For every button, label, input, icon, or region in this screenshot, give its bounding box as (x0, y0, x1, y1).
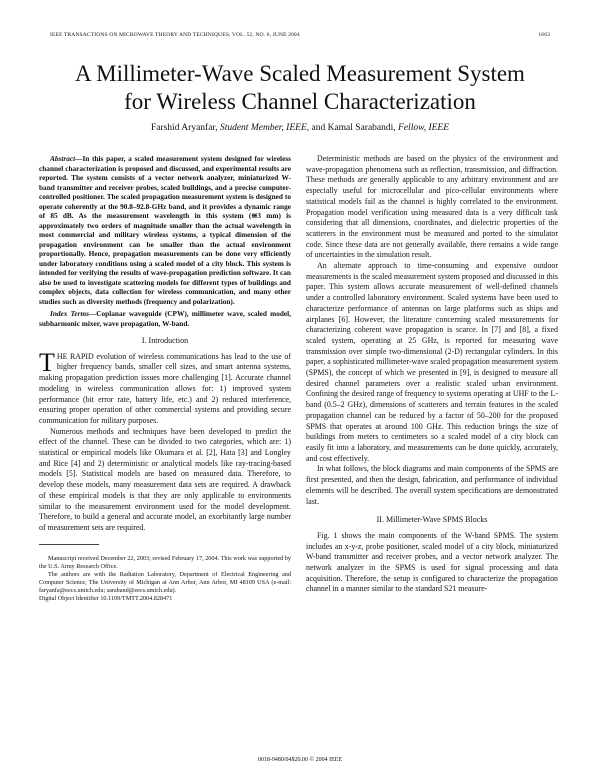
title-line-2: for Wireless Channel Characterization (124, 89, 476, 114)
footnote-rule (39, 544, 99, 545)
title-line-1: A Millimeter-Wave Scaled Measurement System (75, 61, 525, 86)
index-terms-text: Coplanar waveguide (CPW), millimeter wave, scaled model, subharmonic mixer, wave propagation, W-band. (39, 309, 291, 328)
right-paragraph-2: An alternate approach to time-consuming and expensive outdoor measurements is the scaled measurement system proposed and discussed in this paper. This system allows accurate measurement of well-defined channels under a controlled laboratory environment. Scaled systems have been used to characterize performance of antennas on large platforms such as ships and airplanes [6]. However, the literature concerning scaled measurements for characterizing coherent wave propagation is scarce. In [7] and [8], a fixed scaled system, operating at 25 GHz, is reported for measuring wave transmission over simple two-dimensional (2-D) rectangular cylinders. In this paper, a sophisticated millimeter-wave scaled propagation measurement system (SPMS), the concept of which we presented in [9], is designed to measure all desired channel parameters over a realistic scaled urban environment. Confining the desired range of frequency to systems operating at UHF to the L-band (0.5–2 GHz), dimensions of scatterers and terrain features in the scaled propagation channel can be reduced by a factor of 50–200 for the proposed SPMS that operates at around 100 GHz. This reduction brings the size of buildings from meters to centimeters so a scaled model of a city block can easily fit into a laboratory, and measurements can be done quickly, accurately, and cost effectively. (306, 261, 558, 463)
abstract-text: In this paper, a scaled measurement system designed for wireless channel characterization is proposed and discussed, and experimental results are reported. The system consists of a vector network analyzer, miniaturized W-band transmitter and receiver probes, scaled buildings, and a precise computer-controlled positioner. The scaled propagation measurement system is designed to operate coherently at the 90.8–92.8-GHz band, and it provides a dynamic range of 85 dB. As the measurement wavelength in this system (≅3 mm) is approximately two orders of magnitude smaller than the actual wavelength in most commercial and military wireless systems, a typical dimension of the propagation environment can be smaller than the actual environment proportionally. Hence, propagation measurements can be done very efficiently under laboratory conditions using a scaled model of a city block. This system is intended for verifying the results of wave-propagation prediction software. It can also be used to investigate scattering models for different types of buildings and complex objects, data collection for wireless communication, and many other studies such as diversity methods (frequency and polarization). (39, 154, 291, 306)
section-heading-intro: I. Introduction (141, 336, 189, 345)
right-paragraph-4: Fig. 1 shows the main components of the W-band SPMS. The system includes an x-y-z, probe positioner, scaled model of a city block, miniaturized W-band transmitter and receiver probes, and a vector network analyzer. The network analyzer in the SPMS is used for signal processing and data acquisition. Therefore, the setup is configured to characterize the propagation channel in a manner similar to the standard S21 measure- (306, 530, 558, 594)
intro-paragraph-2: Numerous methods and techniques have been developed to predict the effect of the channel. These can be divided to two categories, which are: 1) statistical or empirical models like Okumara et al. [2], Hata [3] and Longley and Rice [4] and 2) deterministic or analytical models like ray-tracing-based models [5]. Statistical models are based on measured data. Therefore, to develop these models, many measurement data sets are required. A drawback of these empirical models is that they are only applicable to environments similar to the measurement environment used for the model development. Therefore, to build a general and accurate model, an exorbitantly large number of measurement sets are required. (39, 426, 291, 532)
author-1: Farshid Aryanfar, (150, 123, 218, 133)
paper-title (0, 60, 600, 116)
section-heading-blocks: II. Millimeter-Wave SPMS Blocks (376, 515, 488, 525)
index-terms-label: Index Terms— (50, 309, 97, 318)
drop-cap: T (39, 347, 55, 377)
author-2-role: Fellow, IEEE (398, 123, 450, 133)
index-terms (39, 309, 291, 328)
abstract-label: Abstract— (50, 154, 83, 163)
footnote-doi: Digital Object Identifier 10.1109/TMTT.2004.828471 (39, 594, 173, 602)
left-column (39, 154, 291, 603)
author-line (0, 123, 600, 133)
footnote-authors: The authors are with the Radiation Laboratory, Department of Electrical Engineering and Computer Science, The University of Michigan at Ann Arbor, Ann Arbor, MI 48109 USA (e-mail: faryanfa@eecs.umich.edu; saraband@eecs.umich.edu). (39, 570, 291, 594)
right-paragraph-3: In what follows, the block diagrams and main components of the SPMS are first presented, and then the design, fabrication, and performance of individual elements will be described. The overall system specifications are demonstrated last. (306, 464, 558, 506)
author-2: and Kamal Sarabandi, (311, 123, 396, 133)
abstract (39, 154, 291, 306)
footnote-manuscript: Manuscript received December 22, 2003; revised February 17, 2004. This work was supported by the U.S. Army Research Office. (39, 554, 291, 570)
running-header: IEEE TRANSACTIONS ON MICROWAVE THEORY AND TECHNIQUES, VOL. 52, NO. 6, JUNE 2004 (50, 32, 300, 38)
copyright-line: 0018-9480/04$20.00 © 2004 IEEE (257, 757, 343, 763)
intro-paragraph-1-text: HE RAPID evolution of wireless communications has lead to the use of higher frequency bands, smaller cell sizes, and smart antenna systems, making propagation prediction issues more challenging [1]. Accurate channel modeling in wireless communication allows for: 1) improved system performance (bit error rate, battery life, etc.) and 2) reduced interference, ensuring proper operation of other commercial systems and providing secure communication for military purposes. (39, 351, 291, 425)
page-number: 1663 (538, 32, 550, 38)
author-1-role: Student Member, IEEE, (219, 123, 310, 133)
right-column (306, 154, 558, 595)
intro-paragraph-1 (39, 347, 291, 427)
right-paragraph-1: Deterministic methods are based on the physics of the environment and wave-propagation phenomena such as reflection, transmission, and diffraction. These methods are generally applicable to any arbitrary environment and are especially useful for microcellular and pico-cellular environments where statistical models fail as the channel is highly correlated to the environment. Propagation model verification using measured data is a very difficult task considering that all dimensions, coordinates, and dielectric properties of the scatterers in the environment must be measured and ported to the simulator code. Since these data are not generally available, there remains a wide range of uncertainties in the simulation result. (306, 154, 558, 260)
